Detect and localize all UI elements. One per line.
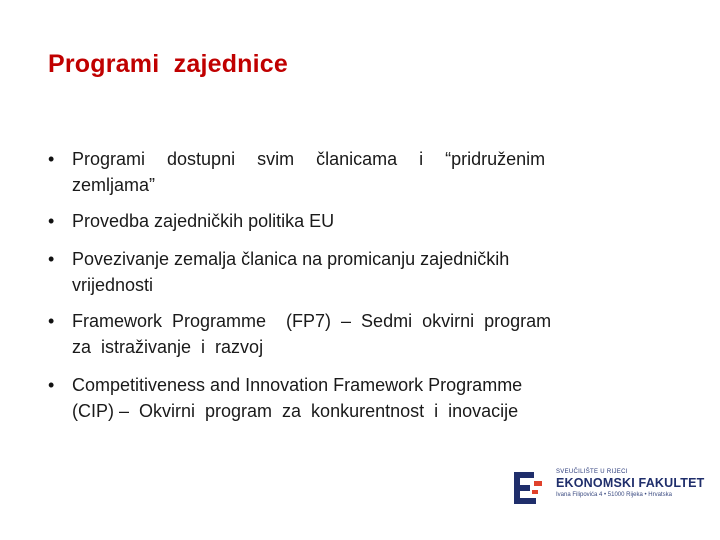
bullet-line: vrijednosti — [72, 275, 154, 295]
faculty-logo — [512, 468, 705, 508]
bullet-line: Povezivanje zemalja članica na promicanju zajedničkih — [72, 249, 510, 269]
bullet-marker: • — [48, 375, 55, 395]
bullet-marker: • — [48, 211, 55, 231]
bullet-line: Competitiveness and Innovation Framework Programme — [72, 375, 523, 395]
logo-address: Ivana Filipovića 4 • 51000 Rijeka • Hrvatska — [556, 492, 672, 498]
logo-university: SVEUČILIŠTE U RIJECI — [556, 469, 628, 475]
bullet-marker: • — [48, 149, 55, 169]
bullet-text — [72, 308, 672, 360]
ef-logo-icon — [512, 470, 544, 506]
bullet-marker: • — [48, 311, 55, 331]
bullet-marker: • — [48, 249, 55, 269]
bullet-line: Framework Programme (FP7) – Sedmi okvirni program — [72, 311, 552, 331]
bullet-text — [72, 372, 672, 424]
logo-faculty-name: EKONOMSKI FAKULTET — [556, 476, 705, 490]
bullet-line: zemljama” — [72, 175, 156, 195]
bullet-line: Programi dostupni svim članicama i “pridruženim — [72, 149, 546, 169]
logo-text — [556, 468, 706, 499]
bullet-line: (CIP) – Okvirni program za konkurentnost i inovacije — [72, 401, 519, 421]
bullet-text — [72, 208, 672, 234]
slide-title: Programi zajednice — [48, 50, 288, 78]
bullet-line: za istraživanje i razvoj — [72, 337, 264, 357]
bullet-line: Provedba zajedničkih politika EU — [72, 211, 335, 231]
bullet-text — [72, 146, 672, 198]
bullet-text — [72, 246, 672, 298]
